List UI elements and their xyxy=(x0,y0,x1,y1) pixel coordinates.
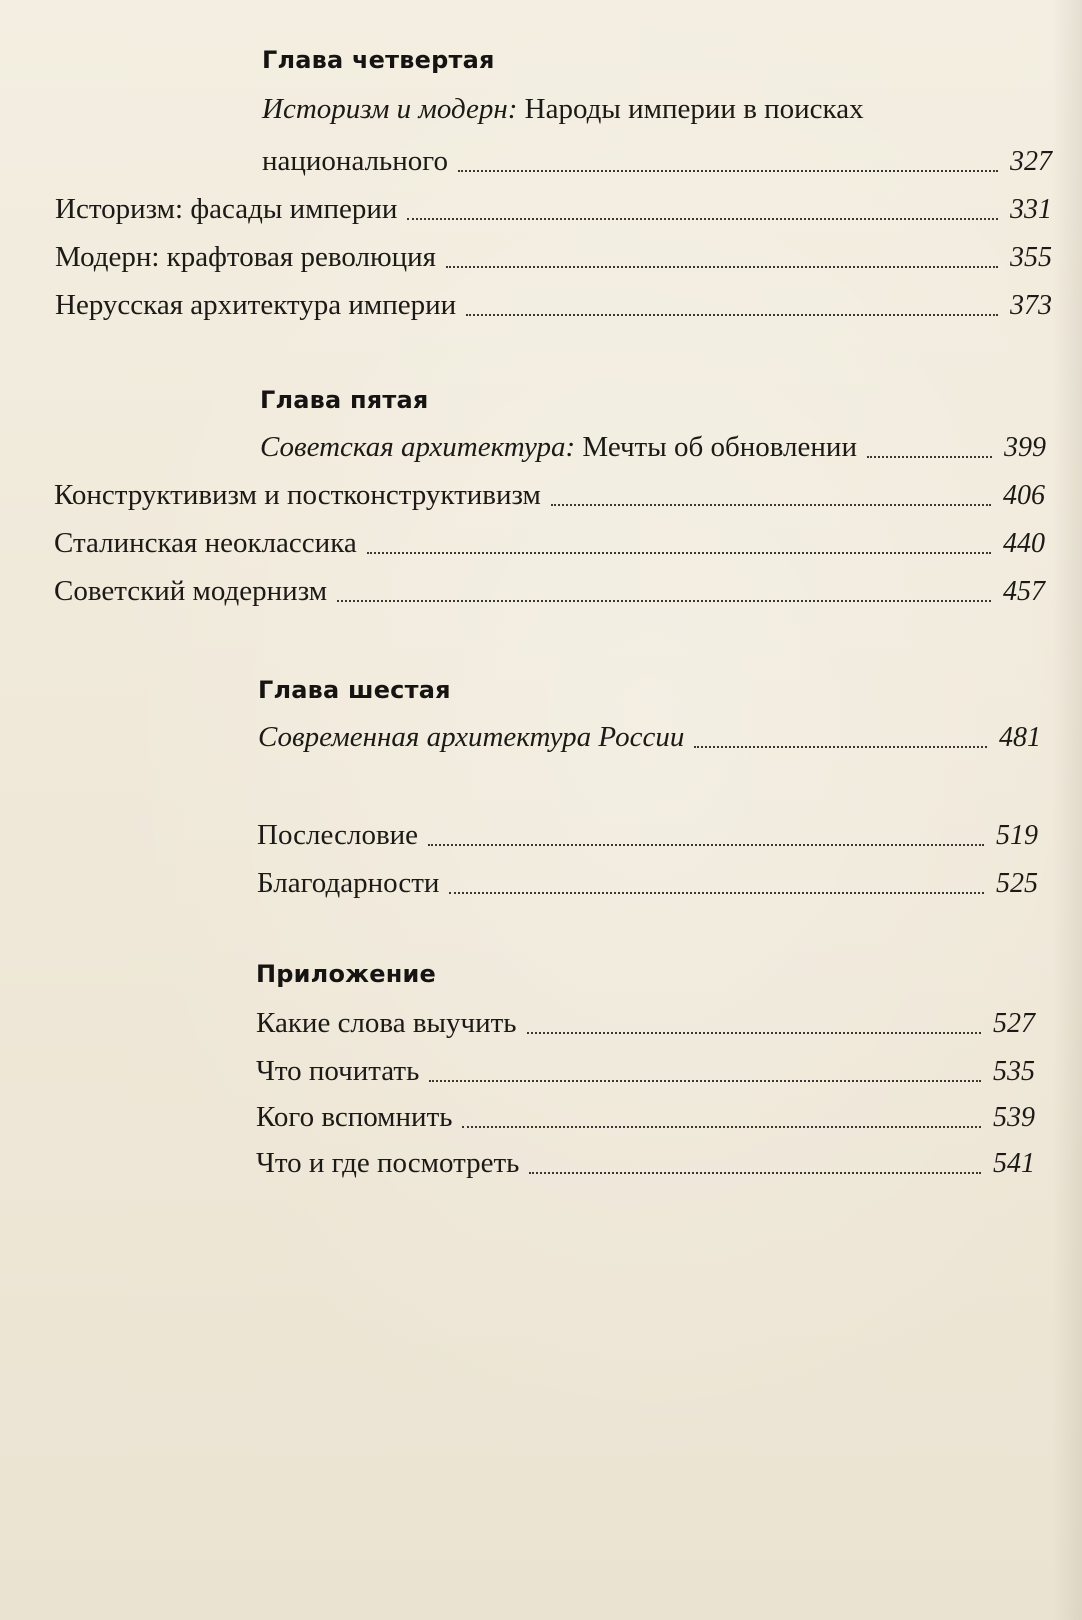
toc-entry-label: Историзм: фасады империи xyxy=(55,193,398,225)
dot-leader xyxy=(428,844,984,846)
page-edge-shadow xyxy=(1052,0,1082,1620)
toc-entry-page: 527 xyxy=(993,1008,1035,1039)
dot-leader xyxy=(466,314,998,316)
dot-leader xyxy=(367,552,991,554)
dot-leader xyxy=(694,746,987,748)
dot-leader xyxy=(446,266,998,268)
dot-leader xyxy=(551,504,991,506)
toc-entry xyxy=(260,426,1046,464)
toc-entry-label: национального xyxy=(262,145,448,177)
toc-entry xyxy=(262,140,1052,178)
toc-entry xyxy=(257,814,1038,852)
toc-entry-page: 535 xyxy=(993,1056,1035,1087)
toc-entry-page: 373 xyxy=(1010,290,1052,321)
toc-entry xyxy=(256,1142,1035,1180)
toc-entry-label: Благодарности xyxy=(257,867,440,899)
toc-entry xyxy=(54,522,1045,560)
toc-entry-label: Сталинская неоклассика xyxy=(54,527,357,559)
toc-entry-label: Что почитать xyxy=(256,1055,420,1087)
toc-entry xyxy=(256,1002,1035,1040)
toc-entry-label: Советский модернизм xyxy=(54,575,328,607)
toc-entry-page: 525 xyxy=(996,868,1038,899)
toc-entry-page: 541 xyxy=(993,1148,1035,1179)
chapter-intro-line xyxy=(262,93,864,126)
toc-entry-page: 399 xyxy=(1004,432,1046,463)
toc-entry xyxy=(55,188,1052,226)
chapter-heading: Глава шестая xyxy=(258,676,451,704)
chapter-heading: Глава четвертая xyxy=(262,46,495,74)
dot-leader xyxy=(337,600,991,602)
dot-leader xyxy=(407,218,998,220)
dot-leader xyxy=(449,892,984,894)
toc-entry-label: Какие слова выучить xyxy=(256,1007,517,1039)
chapter-intro-text: Мечты об обновлении xyxy=(582,431,857,463)
toc-entry xyxy=(256,1050,1035,1088)
toc-entry xyxy=(54,570,1045,608)
toc-entry-label xyxy=(260,431,857,464)
toc-entry xyxy=(256,1096,1035,1134)
chapter-intro-italic: Современная архитектура России xyxy=(258,721,685,753)
toc-entry-page: 331 xyxy=(1010,194,1052,225)
toc-entry xyxy=(54,474,1045,512)
toc-entry xyxy=(257,862,1038,900)
toc-entry-label: Модерн: крафтовая революция xyxy=(55,241,436,273)
toc-entry-page: 519 xyxy=(996,820,1038,851)
toc-entry xyxy=(55,284,1052,322)
chapter-intro-text: Народы империи в поисках xyxy=(524,93,864,125)
toc-entry-page: 327 xyxy=(1010,146,1052,177)
chapter-heading: Приложение xyxy=(256,960,436,988)
toc-entry-label: Послесловие xyxy=(257,819,419,851)
toc-entry-label xyxy=(258,721,684,754)
toc-entry-label: Что и где посмотреть xyxy=(256,1147,520,1179)
dot-leader xyxy=(429,1080,981,1082)
dot-leader xyxy=(458,170,998,172)
chapter-intro-italic: Историзм и модерн: xyxy=(262,93,518,125)
toc-entry-page: 406 xyxy=(1003,480,1045,511)
chapter-intro-italic: Советская архитектура: xyxy=(260,431,576,463)
toc-entry xyxy=(55,236,1052,274)
dot-leader xyxy=(527,1032,981,1034)
toc-entry-page: 481 xyxy=(999,722,1041,753)
dot-leader xyxy=(529,1172,981,1174)
toc-entry-label: Конструктивизм и постконструктивизм xyxy=(54,479,541,511)
toc-entry-label: Кого вспомнить xyxy=(256,1101,453,1133)
toc-entry-page: 539 xyxy=(993,1102,1035,1133)
dot-leader xyxy=(867,456,992,458)
toc-entry-page: 355 xyxy=(1010,242,1052,273)
toc-entry-page: 440 xyxy=(1003,528,1045,559)
toc-entry-label: Нерусская архитектура империи xyxy=(55,289,457,321)
chapter-heading: Глава пятая xyxy=(260,386,429,414)
toc-entry xyxy=(258,716,1041,754)
dot-leader xyxy=(462,1126,981,1128)
toc-entry-page: 457 xyxy=(1003,576,1045,607)
